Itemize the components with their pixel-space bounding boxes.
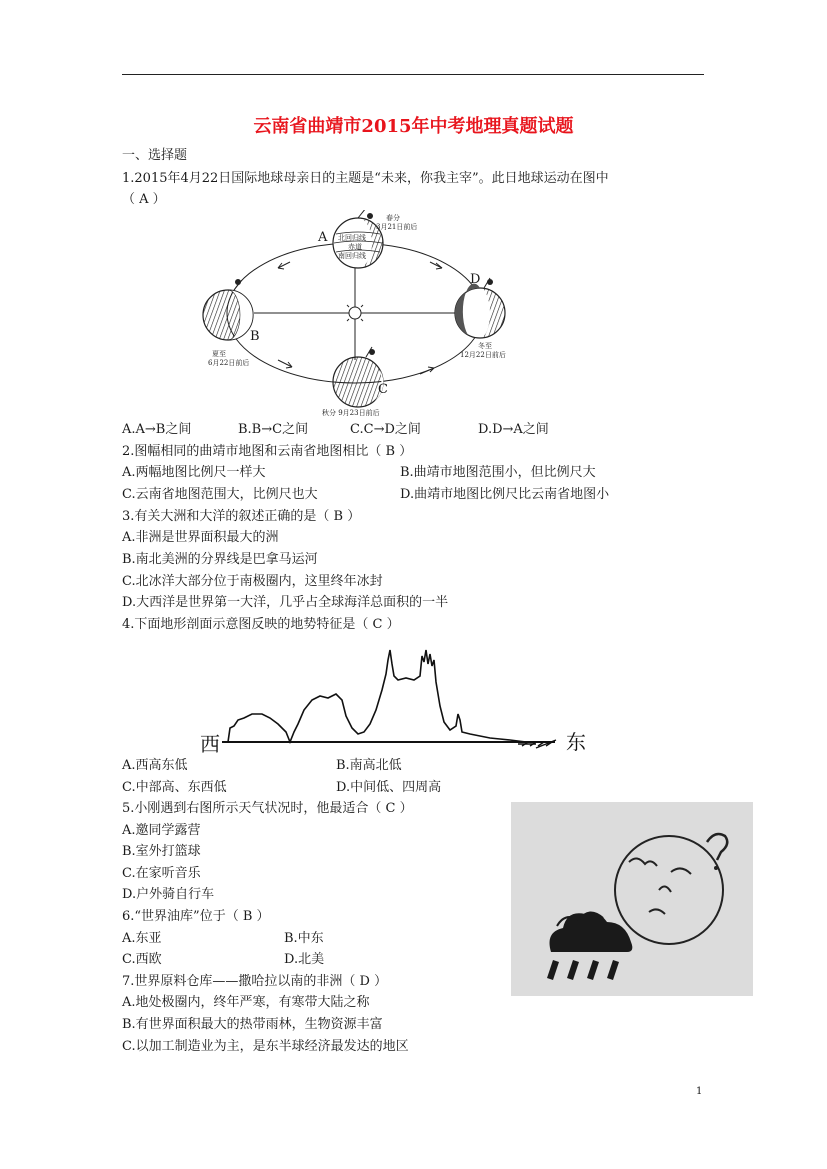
weather-drawing [511, 802, 753, 996]
q3-option-d: D.大西洋是世界第一大洋，几乎占全球海洋总面积的一半 [122, 595, 449, 610]
q3-stem: 3.有关大洲和大洋的叙述正确的是（ B ） [122, 509, 361, 524]
q2-option-c: C.云南省地图范围大，比例尺也大 [122, 487, 318, 502]
spring-date: 3月21日前后 [376, 223, 418, 231]
q1-option-a: A.A→B之间 [122, 422, 192, 437]
q1-stem-answer: （ A ） [122, 192, 166, 207]
q1-stem: 1.2015年4月22日国际地球母亲日的主题是“未来，你我主宰”。此日地球运动在图中 [122, 171, 609, 186]
earth-orbit-figure [198, 210, 512, 422]
globe-b-icon [203, 280, 253, 340]
profile-curve [228, 650, 526, 742]
autumn-label: 秋分 9月23日前后 [322, 409, 380, 417]
q5-option-d: D.户外骑自行车 [122, 887, 215, 902]
terrain-profile [200, 640, 570, 756]
q3-option-b: B.南北美洲的分界线是巴拿马运河 [122, 552, 318, 567]
q4-option-c: C.中部高、东西低 [122, 780, 227, 795]
q2-option-a: A.两幅地图比例尺一样大 [122, 465, 266, 480]
q4-option-a: A.西高东低 [122, 758, 188, 773]
label-c: C [378, 382, 388, 397]
q4-option-d: D.中间低、四周高 [336, 780, 442, 795]
weather-picture [511, 802, 753, 996]
globe-label-equator: 赤道 [348, 243, 362, 251]
q7-option-c: C.以加工制造业为主，是东半球经济最发达的地区 [122, 1039, 409, 1054]
winter-label: 冬至 [478, 342, 492, 350]
q2-option-d: D.曲靖市地图比例尺比云南省地图小 [400, 487, 610, 502]
q5-stem: 5.小刚遇到右图所示天气状况时，他最适合（ C ） [122, 801, 413, 816]
spring-label: 春分 [386, 214, 400, 222]
page-title: 云南省曲靖市2015年中考地理真题试题 [253, 116, 574, 137]
q6-option-a: A.东亚 [122, 931, 162, 946]
east-label: 东 [566, 730, 586, 754]
globe-label-tropic-south: 南回归线 [338, 252, 366, 260]
q5-option-c: C.在家听音乐 [122, 866, 201, 881]
section-label: 一、选择题 [122, 148, 188, 163]
q1-option-d: D.D→A之间 [478, 422, 549, 437]
q7-option-a: A.地处极圈内，终年严寒，有寒带大陆之称 [122, 995, 370, 1010]
label-d: D [470, 272, 481, 287]
label-b: B [250, 329, 260, 344]
page-number: 1 [696, 1086, 703, 1097]
q6-option-d: D.北美 [284, 952, 325, 967]
q4-option-b: B.南高北低 [336, 758, 402, 773]
q2-stem: 2.图幅相同的曲靖市地图和云南省地图相比（ B ） [122, 444, 413, 459]
winter-date: 12月22日前后 [460, 351, 506, 359]
q6-stem: 6.“世界油库”位于（ B ） [122, 909, 270, 924]
q7-option-b: B.有世界面积最大的热带雨林，生物资源丰富 [122, 1017, 383, 1032]
q7-stem: 7.世界原料仓库——撒哈拉以南的非洲（ D ） [122, 974, 388, 989]
summer-date: 6月22日前后 [208, 359, 250, 367]
q2-option-b: B.曲靖市地图范围小，但比例尺大 [400, 465, 596, 480]
q6-option-b: B.中东 [284, 931, 324, 946]
q3-option-c: C.北冰洋大部分位于南极圈内，这里终年冰封 [122, 574, 383, 589]
header-rule [122, 74, 704, 75]
q1-option-c: C.C→D之间 [350, 422, 421, 437]
rain-cloud-icon [550, 912, 633, 952]
q1-option-b: B.B→C之间 [238, 422, 309, 437]
terrain-profile-figure [200, 640, 586, 756]
q4-stem: 4.下面地形剖面示意图反映的地势特征是（ C ） [122, 617, 400, 632]
globe-d-icon [455, 278, 505, 338]
west-label: 西 [200, 732, 220, 756]
q5-option-a: A.邀同学露营 [122, 823, 201, 838]
label-a: A [318, 230, 328, 245]
q5-option-b: B.室外打篮球 [122, 844, 201, 859]
globe-label-tropic-north: 北回归线 [338, 234, 366, 242]
q3-option-a: A.非洲是世界面积最大的洲 [122, 530, 279, 545]
globe-c-icon [333, 347, 383, 407]
rain-drops-icon [547, 960, 619, 980]
summer-label: 夏至 [212, 350, 226, 358]
q6-option-c: C.西欧 [122, 952, 162, 967]
